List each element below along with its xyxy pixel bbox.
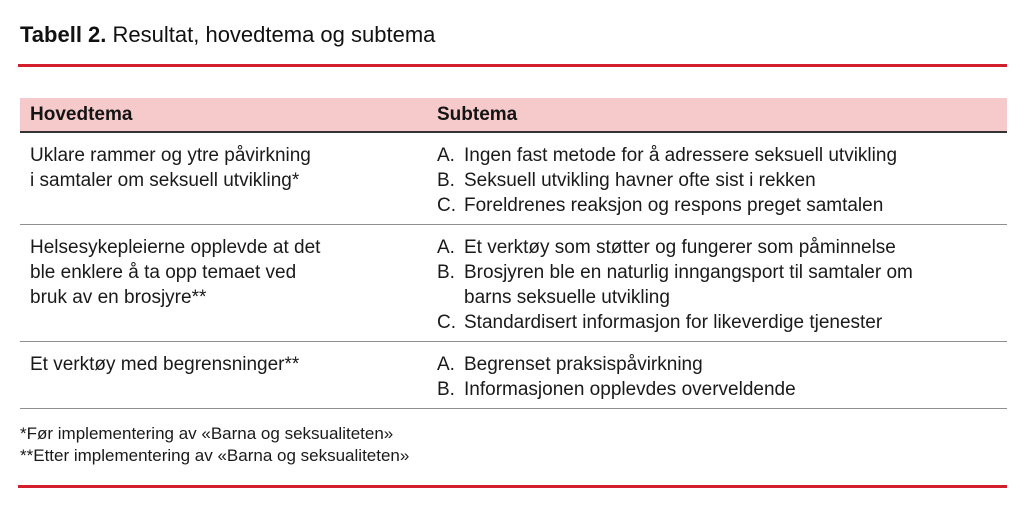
subtema-item [437, 193, 1007, 218]
subtema-item [437, 310, 1007, 335]
subtema-item-text [464, 193, 1007, 218]
table-row [20, 133, 1007, 225]
subtema-item-text [464, 143, 1007, 168]
hovedtema-line: Et verktøy med begrensninger** [30, 354, 300, 375]
table-header-row [20, 98, 1007, 133]
subtema-item-line: Ingen fast metode for å adressere seksuell utvikling [464, 145, 898, 166]
subtema-item-text [464, 168, 1007, 193]
subtema-item-line: Et verktøy som støtter og fungerer som påminnelse [464, 237, 896, 258]
subtema-item-line: Begrenset praksispåvirkning [464, 354, 703, 375]
bottom-red-rule [18, 485, 1007, 488]
footnote: *Før implementering av «Barna og seksualiteten» [20, 424, 394, 443]
table-row [20, 342, 1007, 409]
subtema-item [437, 352, 1007, 377]
hovedtema-line: Helsesykepleierne opplevde at det [30, 237, 321, 258]
subtema-item-marker: C. [437, 195, 456, 216]
hovedtema-line: Uklare rammer og ytre påvirkning [30, 145, 311, 166]
hovedtema-line: i samtaler om seksuell utvikling* [30, 170, 300, 191]
subtema-cell [437, 143, 1007, 218]
subtema-item-text [464, 260, 1007, 310]
footnote: **Etter implementering av «Barna og seksualiteten» [20, 446, 410, 465]
subtema-item-line: Foreldrenes reaksjon og respons preget samtalen [464, 195, 884, 216]
subtema-item-line: Seksuell utvikling havner ofte sist i rekken [464, 170, 816, 191]
subtema-item [437, 235, 1007, 260]
hovedtema-cell [20, 352, 437, 402]
table-caption-label: Tabell 2. [20, 22, 107, 47]
subtema-item [437, 260, 1007, 310]
subtema-item [437, 143, 1007, 168]
header-cell-hovedtema: Hovedtema [30, 103, 133, 125]
table-caption [20, 22, 1024, 48]
table-footnotes [20, 423, 1024, 467]
subtema-item [437, 168, 1007, 193]
header-cell-subtema: Subtema [437, 103, 518, 125]
subtema-item-line: Brosjyren ble en naturlig inngangsport til samtaler om [464, 262, 913, 283]
subtema-item-marker: C. [437, 312, 456, 333]
subtema-item-line: Informasjonen opplevdes overveldende [464, 379, 796, 400]
subtema-item-text [464, 310, 1007, 335]
subtema-item-marker: B. [437, 379, 455, 400]
subtema-item-line: barns seksuelle utvikling [464, 287, 670, 308]
table-caption-text: Resultat, hovedtema og subtema [112, 22, 436, 47]
subtema-item-marker: B. [437, 262, 455, 283]
subtema-item-marker: A. [437, 237, 455, 258]
hovedtema-cell [20, 143, 437, 218]
subtema-item [437, 377, 1007, 402]
subtema-cell [437, 235, 1007, 335]
subtema-item-text [464, 352, 1007, 377]
table-row [20, 225, 1007, 342]
subtema-item-text [464, 235, 1007, 260]
subtema-item-marker: B. [437, 170, 455, 191]
hovedtema-cell [20, 235, 437, 335]
subtema-item-line: Standardisert informasjon for likeverdige tjenester [464, 312, 883, 333]
hovedtema-line: ble enklere å ta opp temaet ved [30, 262, 297, 283]
subtema-cell [437, 352, 1007, 402]
subtema-item-text [464, 377, 1007, 402]
subtema-item-marker: A. [437, 354, 455, 375]
subtema-item-marker: A. [437, 145, 455, 166]
hovedtema-line: bruk av en brosjyre** [30, 287, 207, 308]
top-red-rule [18, 64, 1007, 67]
